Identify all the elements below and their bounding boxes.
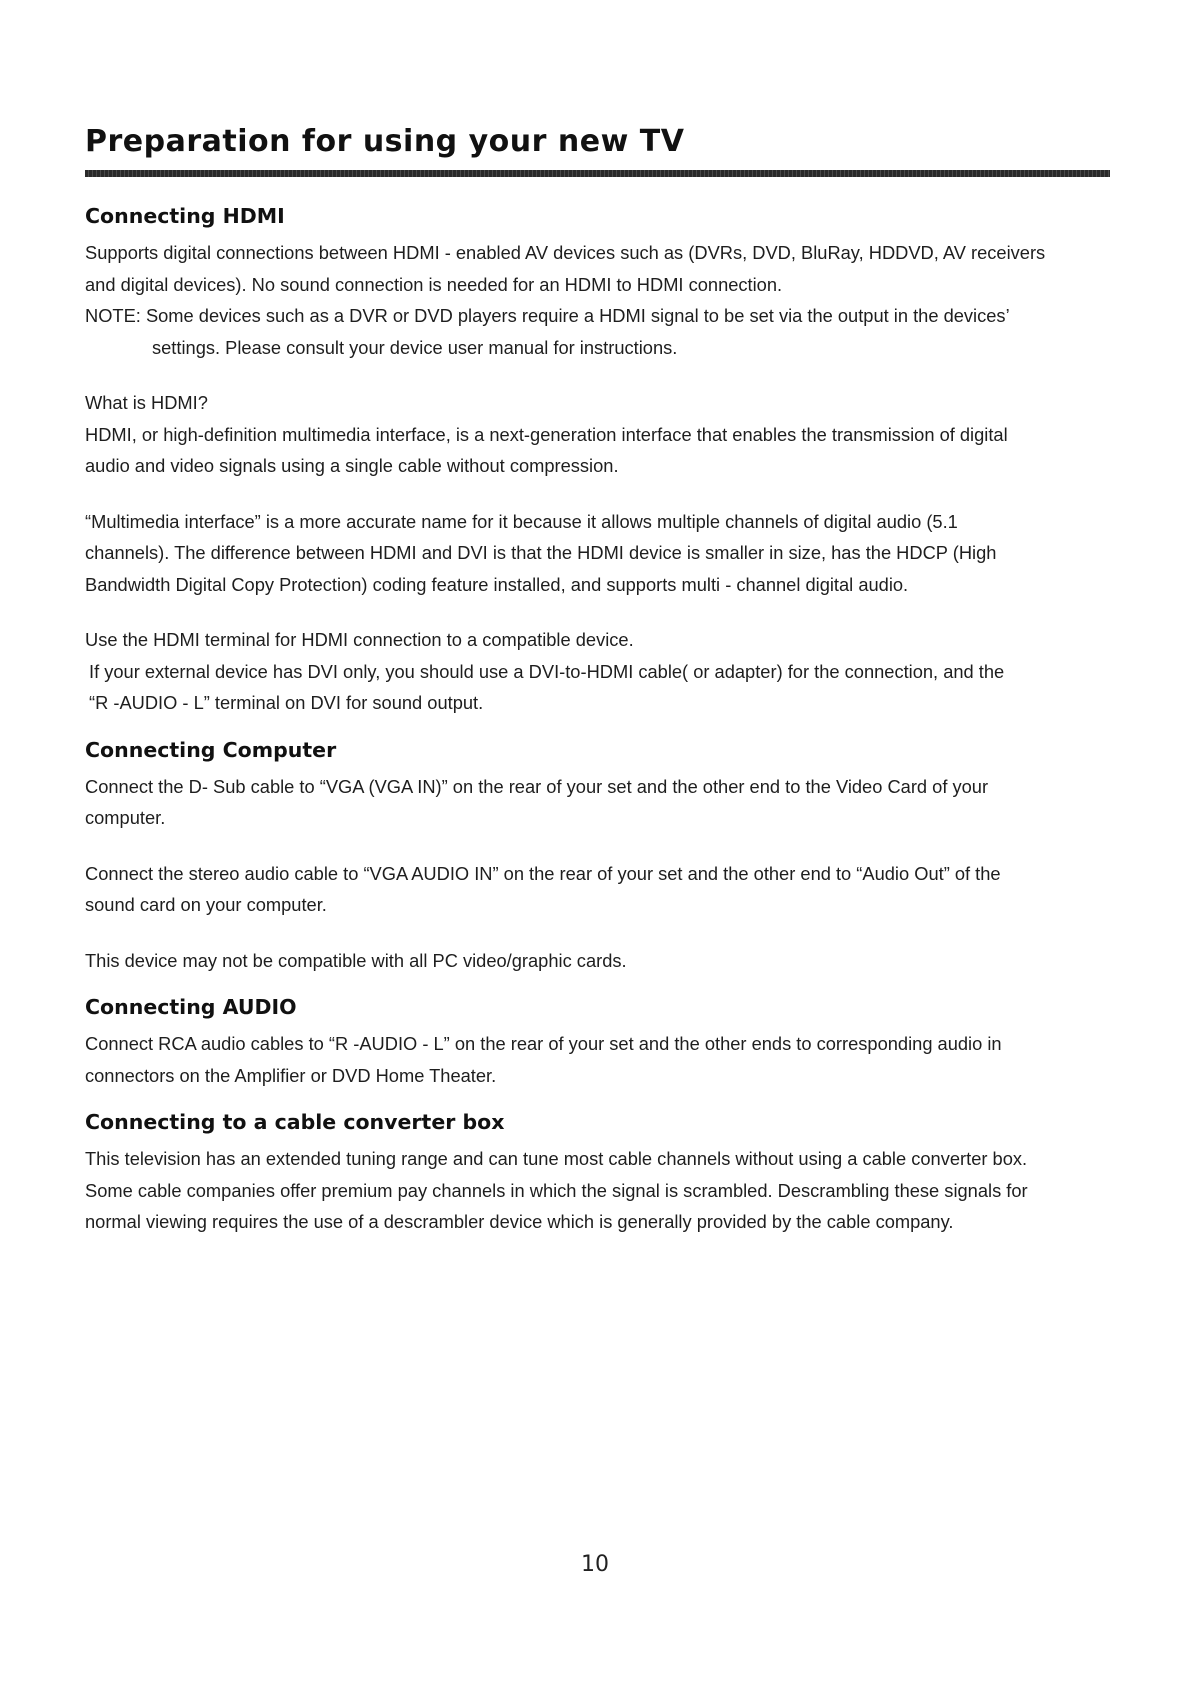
paragraph-line: Connect the D- Sub cable to “VGA (VGA IN)” on the rear of your set and the other end to the Video Card of your: [85, 775, 989, 797]
paragraph-line: normal viewing requires the use of a descrambler device which is generally provided by the cable company.: [85, 1211, 954, 1232]
paragraph-line: and digital devices). No sound connection is needed for an HDMI to HDMI connection.: [85, 273, 783, 295]
paragraph-line: Some cable companies offer premium pay channels in which the signal is scrambled. Descrambling these signals for: [85, 1179, 1028, 1201]
paragraph-line: “R -AUDIO - L” terminal on DVI for sound output.: [89, 692, 484, 713]
section-connecting-audio: [85, 994, 1120, 1091]
paragraph-line: Bandwidth Digital Copy Protection) coding feature installed, and supports multi - channel digital audio.: [85, 573, 909, 595]
document-body: [85, 203, 1120, 1238]
page-number: 10: [581, 1552, 609, 1577]
paragraph-line: This television has an extended tuning range and can tune most cable channels without using a cable converter box.: [85, 1148, 1028, 1169]
section-heading-computer: Connecting Computer: [85, 737, 337, 762]
paragraph-line: Connect RCA audio cables to “R -AUDIO - L” on the rear of your set and the other ends to corresponding audio in: [85, 1033, 1002, 1054]
paragraph-line: Supports digital connections between HDMI - enabled AV devices such as (DVRs, DVD, BluRay, HDDVD, AV receivers: [85, 242, 1046, 263]
paragraph-line: HDMI, or high-definition multimedia interface, is a next-generation interface that enables the transmission of digital: [85, 423, 1008, 445]
section-connecting-hdmi: [85, 203, 1120, 719]
section-heading-audio: Connecting AUDIO: [85, 995, 297, 1019]
paragraph-line: audio and video signals using a single cable without compression.: [85, 455, 619, 476]
note-line: NOTE: Some devices such as a DVR or DVD players require a HDMI signal to be set via the output in the devices’: [85, 305, 1010, 326]
page-title: Preparation for using your new TV: [85, 124, 685, 159]
paragraph-line: computer.: [85, 807, 166, 828]
section-heading-hdmi: Connecting HDMI: [85, 204, 285, 228]
section-connecting-computer: [85, 737, 1120, 977]
paragraph-line: What is HDMI?: [85, 392, 208, 413]
paragraph-line: Use the HDMI terminal for HDMI connection to a compatible device.: [85, 629, 634, 650]
note-line: settings. Please consult your device user manual for instructions.: [152, 336, 678, 358]
section-heading-cable-box: Connecting to a cable converter box: [85, 1110, 505, 1134]
section-connecting-cable-box: [85, 1109, 1120, 1238]
paragraph-line: channels). The difference between HDMI and DVI is that the HDMI device is smaller in size, has the HDCP (High: [85, 542, 997, 563]
paragraph-line: If your external device has DVI only, you should use a DVI-to-HDMI cable( or adapter) for the connection, and the: [89, 660, 1005, 682]
paragraph-line: “Multimedia interface” is a more accurate name for it because it allows multiple channels of digital audio (5.1: [85, 510, 958, 532]
paragraph-line: Connect the stereo audio cable to “VGA AUDIO IN” on the rear of your set and the other end to “Audio Out” of the: [85, 862, 1001, 884]
paragraph-line: connectors on the Amplifier or DVD Home Theater.: [85, 1064, 497, 1086]
title-rule: [85, 170, 1110, 177]
paragraph-line: This device may not be compatible with all PC video/graphic cards.: [85, 949, 627, 971]
paragraph-line: sound card on your computer.: [85, 894, 327, 915]
